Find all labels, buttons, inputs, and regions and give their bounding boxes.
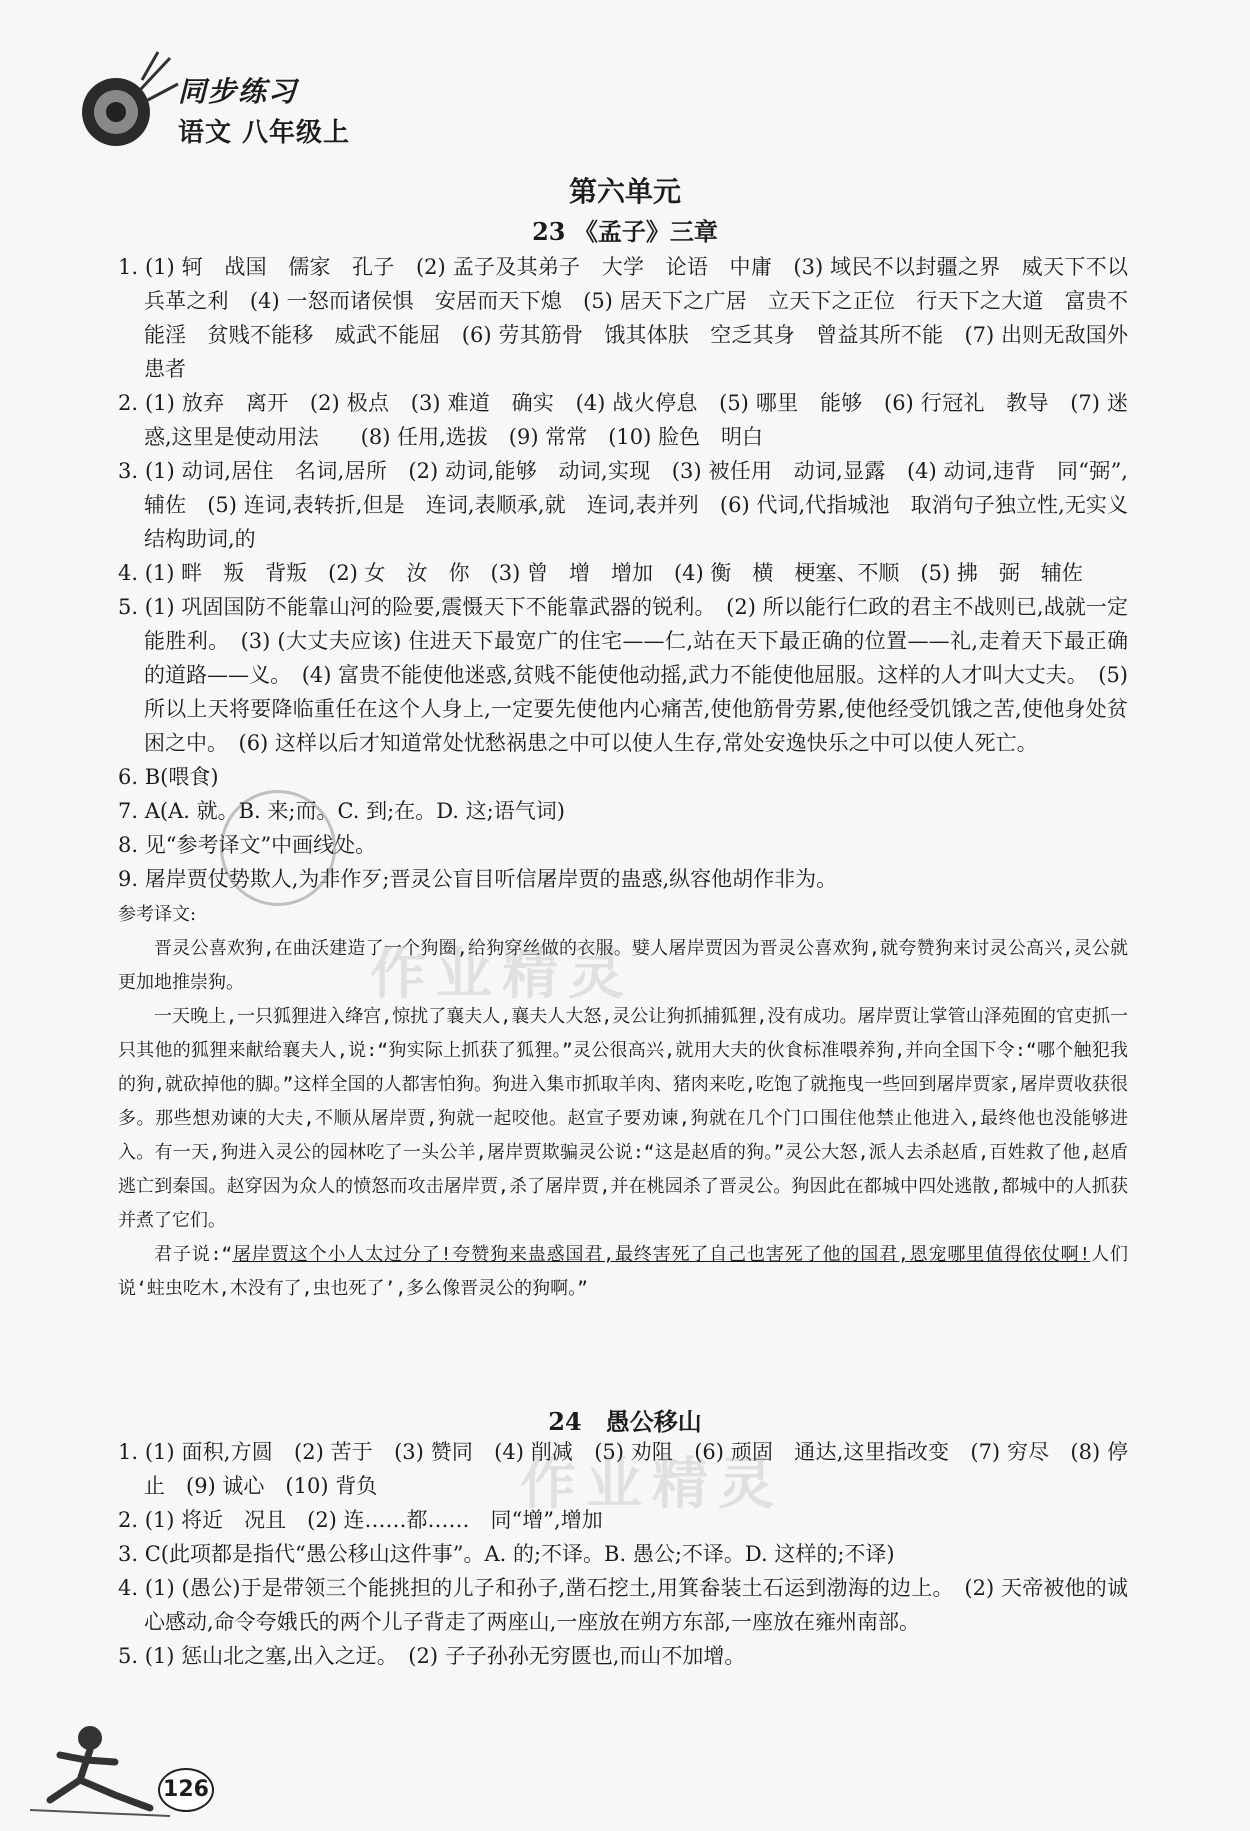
series-title: 同步练习 (178, 75, 299, 108)
answer-item: 8. 见“参考译文”中画线处。 (118, 833, 377, 857)
watermark: 作业精灵 (370, 942, 634, 1007)
answer-item: 9. 屠岸贾仗势欺人,为非作歹;晋灵公盲目听信屠岸贾的蛊惑,纵容他胡作非为。 (118, 867, 838, 891)
runner-icon (20, 1720, 180, 1820)
reference-translation-label: 参考译文: (118, 904, 197, 925)
answer-item: 4. (1) 畔 叛 背叛 (2) 女 汝 你 (3) 曾 增 增加 (4) 衡 横 梗塞、不顺 (5) 拂 弼 辅佐 (118, 561, 1083, 585)
quote-intro: 君子说:“ (154, 1244, 233, 1265)
answer-item: 4. (1) (愚公)于是带领三个能挑担的儿子和孙子,凿石挖土,用箕畚装土石运到渤海的边上。 (2) 天帝被他的诚心感动,命令夸娥氏的两个儿子背走了两座山,一座放在朔方东部,一座放在雍州南部。 (118, 1576, 1128, 1634)
lesson-24-title: 24 愚公移山 (548, 1407, 702, 1436)
reference-paragraph: 一天晚上,一只狐狸进入绛宫,惊扰了襄夫人,襄夫人大怒,灵公让狗抓捕狐狸,没有成功。屠岸贾让掌管山泽苑囿的官吏抓一只其他的狐狸来献给襄夫人,说:“狗实际上抓获了狐狸。”灵公很高兴,就用大夫的伙食标准喂养狗,并向全国下令:“哪个触犯我的狗,就砍掉他的脚。”这样全国的人都害怕狗。狗进入集市抓取羊肉、猪肉来吃,吃饱了就拖曳一些回到屠岸贾家,屠岸贾收获很多。那些想劝谏的大夫,不顺从屠岸贾,狗就一起咬他。赵宣子要劝谏,狗就在几个门口围住他禁止他进入,最终他也没能够进入。有一天,狗进入灵公的园林吃了一头公羊,屠岸贾欺骗灵公说:“这是赵盾的狗。”灵公大怒,派人去杀赵盾,百姓救了他,赵盾逃亡到秦国。赵穿因为众人的愤怒而攻击屠岸贾,杀了屠岸贾,并在桃园杀了晋灵公。狗因此在都城中四处逃散,都城中的人抓获并煮了它们。 (118, 1006, 1128, 1231)
underlined-answer: 屠岸贾这个小人太过分了!夸赞狗来蛊惑国君,最终害死了自己也害死了他的国君,恩宠哪里值得依仗啊! (232, 1244, 1091, 1265)
stamp-watermark (220, 790, 336, 906)
answer-item: 1. (1) 面积,方圆 (2) 苦于 (3) 赞同 (4) 削减 (5) 劝阻 (6) 顽固 通达,这里指改变 (7) 穷尽 (8) 停止 (9) 诚心 (10) 背负 (118, 1440, 1128, 1498)
answer-item: 5. (1) 惩山北之塞,出入之迂。 (2) 子子孙孙无穷匮也,而山不加增。 (118, 1644, 746, 1668)
answer-item: 3. C(此项都是指代“愚公移山这件事”。A. 的;不译。B. 愚公;不译。D. 这样的;不译) (118, 1542, 895, 1566)
answer-item: 5. (1) 巩固国防不能靠山河的险要,震慑天下不能靠武器的锐利。 (2) 所以能行仁政的君主不战则已,战就一定能胜利。 (3) (大丈夫应该) 住进天下最宽广的住宅——仁,站在天下最正确的位置——礼,走着天下最正确的道路——义。 (4) 富贵不能使他迷惑,贫贱不能使他动摇,武力不能使他屈服。这样的人才叫大丈夫。 (5) 所以上天将要降临重任在这个人身上,一定要先使他内心痛苦,使他筋骨劳累,使他经受饥饿之苦,使他身处贫困之中。 (6) 这样以后才知道常处忧愁祸患之中可以使人生存,常处安逸快乐之中可以使人死亡。 (118, 595, 1128, 755)
page-number: 126 (158, 1768, 214, 1812)
quote-rest: 人们说‘蛀虫吃木,木没有了,虫也死了’,多么像晋灵公的狗啊。” (118, 1244, 1129, 1299)
answer-item: 7. A(A. 就。B. 来;而。C. 到;在。D. 这;语气词) (118, 799, 565, 823)
reference-paragraph (118, 1238, 1128, 1306)
lesson-23-title: 23 《孟子》三章 (532, 217, 718, 246)
lesson-23-answers (118, 250, 1149, 1306)
answer-item: 1. (1) 轲 战国 儒家 孔子 (2) 孟子及其弟子 大学 论语 中庸 (3) 域民不以封疆之界 威天下不以兵革之利 (4) 一怒而诸侯惧 安居而天下熄 (5) 居天下之广居 立天下之正位 行天下之大道 富贵不能淫 贫贱不能移 威武不能屈 (6) 劳其筋骨 饿其体肤 空乏其身 曾益其所不能 (7) 出则无敌国外患者 (118, 255, 1128, 381)
watermark: 作业精灵 (520, 1452, 784, 1517)
subject-grade: 语文 八年级上 (178, 118, 351, 148)
answer-item: 6. B(喂食) (118, 765, 219, 789)
answer-item: 2. (1) 放弃 离开 (2) 极点 (3) 难道 确实 (4) 战火停息 (5) 哪里 能够 (6) 行冠礼 教导 (7) 迷惑,这里是使动用法 (8) 任用,选拔 (9) 常常 (10) 脸色 明白 (118, 391, 1128, 449)
unit-title: 第六单元 (568, 175, 681, 208)
answer-item: 3. (1) 动词,居住 名词,居所 (2) 动词,能够 动词,实现 (3) 被任用 动词,显露 (4) 动词,违背 同“弼”,辅佐 (5) 连词,表转折,但是 连词,表顺承,就 连词,表并列 (6) 代词,代指城池 取消句子独立性,无实义 结构助词,的 (118, 459, 1149, 551)
speaker-icon (70, 50, 180, 160)
reference-paragraph: 晋灵公喜欢狗,在曲沃建造了一个狗圈,给狗穿丝做的衣服。嬖人屠岸贾因为晋灵公喜欢狗,就夸赞狗来讨灵公高兴,灵公就更加地推崇狗。 (118, 938, 1128, 993)
book-header (70, 40, 390, 170)
answer-item: 2. (1) 将近 况且 (2) 连……都…… 同“增”,增加 (118, 1508, 603, 1532)
